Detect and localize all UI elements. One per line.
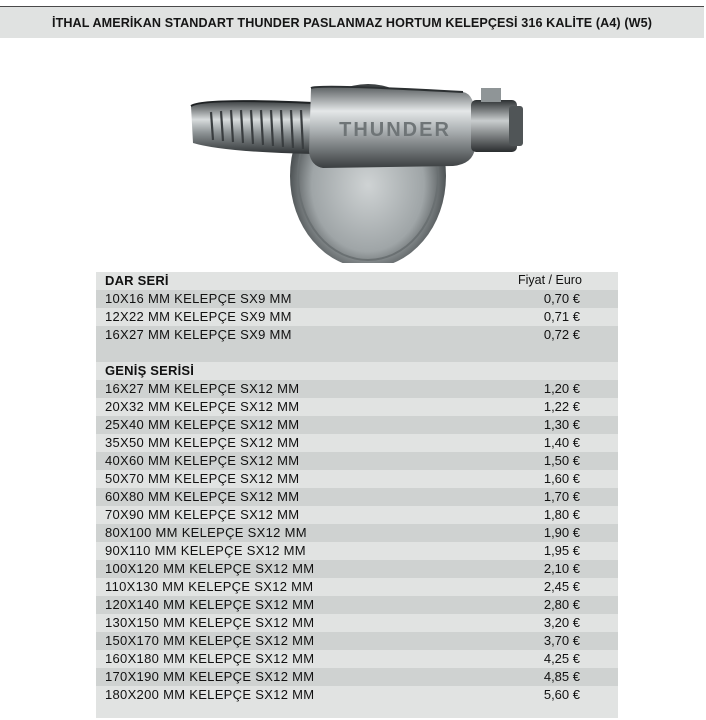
table-row	[96, 542, 618, 560]
table-row	[96, 668, 618, 686]
table-row	[96, 632, 618, 650]
item-price: 4,85 €	[543, 669, 580, 684]
table-row	[96, 614, 618, 632]
item-name: 12X22 MM KELEPÇE SX9 MM	[105, 309, 292, 324]
table-row	[96, 416, 618, 434]
item-price: 1,50 €	[543, 453, 580, 468]
title-bar	[0, 6, 704, 38]
item-name: 130X150 MM KELEPÇE SX12 MM	[105, 615, 315, 630]
table-row	[96, 524, 618, 542]
item-price: 0,70 €	[543, 291, 580, 306]
item-name: 110X130 MM KELEPÇE SX12 MM	[105, 579, 314, 594]
table-row	[96, 308, 618, 326]
table-row	[96, 488, 618, 506]
table-row	[96, 578, 618, 596]
item-price: 1,40 €	[543, 435, 580, 450]
item-name: 160X180 MM KELEPÇE SX12 MM	[105, 651, 315, 666]
item-name: 60X80 MM KELEPÇE SX12 MM	[105, 489, 300, 504]
item-price: 2,45 €	[543, 579, 580, 594]
price-table	[96, 272, 618, 718]
table-row	[96, 686, 618, 704]
item-price: 1,60 €	[543, 471, 580, 486]
item-name: 25X40 MM KELEPÇE SX12 MM	[105, 417, 300, 432]
item-name: 150X170 MM KELEPÇE SX12 MM	[105, 633, 315, 648]
item-name: 50X70 MM KELEPÇE SX12 MM	[105, 471, 300, 486]
item-name: 180X200 MM KELEPÇE SX12 MM	[105, 687, 315, 702]
table-row	[96, 398, 618, 416]
item-name: 80X100 MM KELEPÇE SX12 MM	[105, 525, 307, 540]
table-header-row	[96, 272, 618, 290]
item-name: 20X32 MM KELEPÇE SX12 MM	[105, 399, 300, 414]
table-row	[96, 470, 618, 488]
item-price: 2,10 €	[543, 561, 580, 576]
item-price: 1,70 €	[543, 489, 580, 504]
table-row	[96, 380, 618, 398]
item-name: 100X120 MM KELEPÇE SX12 MM	[105, 561, 315, 576]
item-price: 4,25 €	[543, 651, 580, 666]
brand-engraving: THUNDER	[339, 119, 451, 141]
item-price: 1,95 €	[543, 543, 580, 558]
item-price: 1,22 €	[543, 399, 580, 414]
table-row	[96, 452, 618, 470]
item-name: 120X140 MM KELEPÇE SX12 MM	[105, 597, 315, 612]
section-row	[96, 362, 618, 380]
item-price: 2,80 €	[543, 597, 580, 612]
item-name: 16X27 MM KELEPÇE SX12 MM	[105, 381, 300, 396]
table-row	[96, 560, 618, 578]
item-price: 5,60 €	[543, 687, 580, 702]
item-price: 3,70 €	[543, 633, 580, 648]
item-price: 1,80 €	[543, 507, 580, 522]
item-name: 170X190 MM KELEPÇE SX12 MM	[105, 669, 315, 684]
table-row	[96, 434, 618, 452]
spacer-row	[96, 344, 618, 362]
item-price: 1,90 €	[543, 525, 580, 540]
item-name: 70X90 MM KELEPÇE SX12 MM	[105, 507, 300, 522]
item-name: 40X60 MM KELEPÇE SX12 MM	[105, 453, 300, 468]
page-title: İTHAL AMERİKAN STANDART THUNDER PASLANMAZ HORTUM KELEPÇESİ 316 KALİTE (A4) (W5)	[51, 15, 653, 30]
table-row	[96, 326, 618, 344]
item-name: 90X110 MM KELEPÇE SX12 MM	[105, 543, 306, 558]
table-row	[96, 506, 618, 524]
item-name: 16X27 MM KELEPÇE SX9 MM	[105, 327, 292, 342]
table-row	[96, 650, 618, 668]
item-price: 0,71 €	[543, 309, 580, 324]
table-row	[96, 596, 618, 614]
section-label-dar: DAR SERİ	[105, 273, 169, 288]
item-name: 10X16 MM KELEPÇE SX9 MM	[105, 291, 292, 306]
item-price: 1,30 €	[543, 417, 580, 432]
table-row	[96, 290, 618, 308]
item-price: 1,20 €	[543, 381, 580, 396]
price-header: Fiyat / Euro	[518, 273, 582, 287]
item-price: 0,72 €	[543, 327, 580, 342]
item-price: 3,20 €	[543, 615, 580, 630]
product-photo	[183, 48, 533, 263]
item-name: 35X50 MM KELEPÇE SX12 MM	[105, 435, 300, 450]
section-label-genis: GENİŞ SERİSİ	[105, 363, 195, 378]
